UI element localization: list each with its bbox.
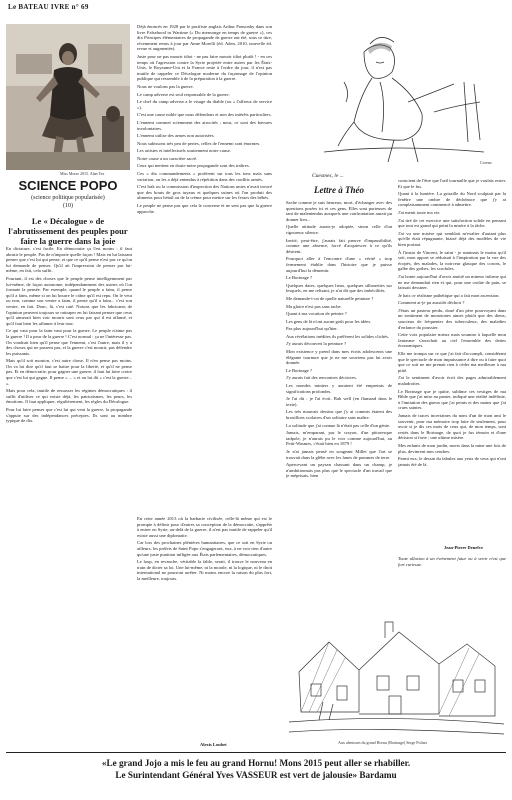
list-item: Le camp adverse est seul responsable de la guerre. (137, 91, 230, 97)
paragraph: Elle me trompa sur ce que j'ai fait d'accompli, considérant que le spectacle de mon impuissance à dire ou à faire quoi que ce soit ne me prenait rien à céder ma meilleure à ma pitié. (398, 351, 506, 373)
paragraph: J'ai menti toute ma vie. (398, 209, 441, 215)
paragraph: Le loup, en revanche, véritable la fable, serait, il trouve le nouveau en train de dicter sa loi. Une lui-même, ni la morale, ni la logique, ni le droit international ne pourront arrêter. Ni moins encore la raison du plus fort, la meilleure, toujours. (137, 559, 272, 581)
paragraph: J'ai tiré de cet exercice une satisfaction solide en pensant que tout est grand qui peint la misère à la tâche. (398, 217, 506, 229)
article-number: (10) (63, 203, 73, 209)
paragraph: Ma gloire n'est pas sans tache. (286, 303, 342, 309)
paragraph: J'ai vu une misère qui semblait m'exalter d'autant plus qu'elle était répugnante, biaisé déjà des modèles de vie bien portant. (398, 230, 506, 247)
paragraph: Pas plus aujourd'hui qu'hier. (286, 326, 338, 332)
paragraph: Ces « dix commandements » profèrent sur tous les tons mais sans variation, on les a déjà entendus à répétition dans des conflits armés. (137, 171, 272, 182)
sketch-illustration (284, 22, 504, 170)
paragraph: Je l'ai dit : je l'ai écrit. Bah well (en flamand dans le texte). (286, 396, 392, 407)
paragraph: J'y aurais fait des rencontres décisives. (286, 375, 357, 381)
article-column-2b (137, 516, 272, 726)
vintage-photo (6, 24, 130, 170)
paragraph: Car lors des prochaines plénières humanitaires, que ce soit en Syrie ou ailleurs, les préfets de Saint Popo s'engageront, eux, à ne voir rien d'autre qu'une juste punition infligée aux États parlementaires, démocratiques. (137, 540, 272, 557)
article-column-1 (6, 246, 132, 736)
paragraph: Aux révélations inédites ils préfèrent les solides clichés. (286, 333, 390, 339)
paragraph: En cette année 2013 où la barbarie civilisée, celle-là même qui est le prompte à définir pour d'autres sa conception de la démocratie, s'apprête à entrer en Syrie, au-delà de la guerre, il n'est pas inutile de rappeler qu'il existe aussi une diplomatie. (137, 516, 272, 538)
letter-closing (398, 556, 506, 574)
list-item: Ceux qui mettent en doute notre propagande sont des traîtres. (137, 163, 250, 169)
letter-place: Cuesmes, le ... (312, 173, 344, 179)
paragraph: Pour lui faire penser que c'est lui qui veut la guerre, la propagande s'appuie sur des indépendances préceptes. Ils sont au nombre typique de dix. (6, 407, 132, 424)
divider (6, 752, 506, 753)
closing-note: Toute allusion à un événement futur ou à venir n'est que fort curieuse. (398, 556, 506, 567)
article-title: SCIENCE POPO (18, 178, 118, 193)
paragraph: Le Borinage ? (286, 367, 313, 373)
village-sketch (289, 592, 504, 738)
page-header: Le BATEAU IVRE n° 69 (8, 3, 89, 11)
paragraph: Le Borinage ? (286, 275, 313, 281)
letter-column-2 (398, 178, 506, 536)
paragraph: C'est Irak ou la commission d'inspection des Nations unies n'avait trouvé que des bouts de gros tuyaux et quelques usines où l'on produit des aliments pour bétail ou de la crème pour mettre sur les fesses des bébés. (137, 184, 272, 201)
paragraph: Mais pour cela, inutile de ressasser les régimes démocratiques : il suffit d'utiliser ce qui existe déjà, les patriotismes, les peurs, les émotions. Il faut appliquer, régulièrement, les règles du Décalogue. (6, 388, 132, 405)
paragraph: conscient de l'être que l'œil tournaille que je voulais rester. Et que le fus. (398, 178, 506, 189)
paragraph: Quant à la lumière. La grisaille du Nord sculptait par la fenêtre une ombre de déchéance que j'y ai complaisamment commencé à admettre. (398, 191, 506, 208)
paragraph: Me demande-t-on de quelle naturelle peinture ? (286, 295, 374, 301)
paragraph: Pourquoi aller à l'encontre d'une « vérité » trop fermement établie dans l'histoire que je puisse aujourd'hui la démentir. (286, 256, 392, 273)
paragraph: Mes enfants de mon jardin, morts dans la mine une fois de plus, devinrent mes cendres. (398, 442, 506, 454)
letter-column-1 (286, 200, 392, 585)
paragraph: J'étais un pasteur perdu, doué d'un père pourvoyant dans un sentiment de monotones aimes plutôt que des dieux, soucieux de fréquenter des tuberculeux, des maladies d'enfance du poussier. (398, 307, 506, 330)
footer-line-1: «Le grand Jojo a mis le feu au grand Hornu! Mons 2015 peut aller se rhabiller. (101, 758, 411, 768)
paragraph: Mon existence y prend dans mes écrits adolescents une élégante tournure que je ne me souviens pas lui avoir donnée. (286, 349, 392, 366)
paragraph: Je hais ce réalisme pathétique qui a fait mon ascension. (398, 292, 500, 298)
paragraph: Jamais, m'emparant, par le crayon, d'un pittoresque tadpole, je n'aurais pu le voir comme aujourd'hui, au Petit-Wasmes, c'était bien en 1879 ! (286, 430, 392, 447)
paragraph: J'y aurais découvert la peinture ? (286, 341, 347, 347)
list-item: Nous subissons très peu de pertes, celles de l'ennemi sont énormes. (137, 140, 261, 146)
letter-title: Lettre à Théo (314, 185, 364, 195)
list-item: Notre cause a un caractère sacré. (137, 155, 198, 161)
paragraph: Mais qu'il soit mouton, c'est autre chose. Il n'en pense pas moins. On va lui dire qu'il faut se battre pour la liberté, et qu'il ne pense pas. Et en démocratie, pour gagner une guerre, il faut lui faire croire que c'est lui qui gagne. Il pense « ... » et on lui dit « c'est la guerre... ». (6, 358, 132, 386)
paragraph: Jamais de traces incertaines du nom d'un de mon ami le souvenir, pour ma mémoire trop faite de seulement, pour avoir si je dis ces mots de ceux qui, de mon temps, sont restés dans le Borinage, de quoi je fus témoin et d'une dérision si forte ; une ultime misère. (398, 412, 506, 441)
paragraph: Je n'ai jamais pensé en songeant Millet que l'art se trouvait dans la glèbe avec les fanes de pommes de terre. (286, 448, 392, 460)
list-item: L'ennemi utilise des armes non autorisées. (137, 133, 215, 139)
footer-quote (0, 757, 512, 781)
paragraph: Ce qui vaut pour la faim vaut pour la guerre. Le peuple n'aime pas la guerre ! Il a peur de la guerre ! C'est normal : ça ne l'intéresse pas. On voudrait bien qu'il pense que l'ennemi, c'est l'autre, mais il y a des choses qui ne passent pas, et la guerre c'est mourir, pas défendre les puissants. (6, 328, 132, 356)
list-item: L'ennemi commet sciemment des atrocités ; nous, ce sont des bavures involontaires. (137, 119, 272, 131)
paragraph: Pourtant, il est des choses que le peuple pense intelligemment par lui-même, de façon autonome, indépendamment des usines où l'on formate la pensée. Par exemple, quand le peuple a faim, il pense qu'il a faim, même si on lui bourre le crâne qu'il est repu. On le veut ou non, comme son ventre a faim, il pense qu'il a faim... c'est son ventre, en fait. Donc, là, c'est raté. Notons que les fabricants de l'opinion peuvent toujours se rattraper en lui faisant penser que ceux qu'il aimerait bien voir mourir sont ceux par qui il est affamé, et qu'il faut bien les affamer à leur tour. (6, 275, 132, 326)
list-item: Le chef du camp adverse a le visage du diable (ou « l'affreux de service »). (137, 99, 272, 110)
paragraph: Quant à ma vocation de peintre ? (286, 311, 347, 317)
paragraph: Sache comme je suis heureux, mort, d'échanger avec des questions posées ici et ces gens. Elles sont porteuses de tant de malentendus auxquels une confrontation aurait pu donner lieu... (286, 200, 392, 222)
paragraph: Cette voix populaire mieux mais soumise à laquelle mon fantasme s'arrachait au ciel l'ensemble des dettes économiques. (398, 332, 506, 349)
paragraph: Apercevant un paysan chassant dans un champ, je n'ambitionnais pas plus que le spectacle d'un travail que je méprisais, bien (286, 462, 392, 479)
sketch-caption: Coreau (480, 160, 492, 165)
paragraph: J'ai honte aujourd'hui d'avoir amitié un mineur infirme qui ne me demandait rien et qui, pour une croûte de pain, se laissait dessiner. (398, 273, 506, 291)
article-subtitle: (science politique popularisée) (31, 195, 105, 201)
paragraph: Déjà énoncés en 1928 par le pacifiste anglais Arthur Ponsonby dans son livre Falsehood in Wartime (« Du mensonge en temps de guerre »), ces dix Principes élémentaires de propagande de guerre ont été, sous ce titre, récemment remis à jour par Anne Morelli (éd. Aden, 2010, nouvelle éd. revue et augmentée). (137, 24, 272, 52)
paragraph: Juste pour ne pas mourir idiot - ne pas faire mourir idiot plutôt ! - en ces temps où l'agression contre la Syrie projetée entre autres par les États-Unis, le Royaume-Uni et la France reste à l'ordre du jour, il n'est pas inutile de rappeler ce Décalogue moderne du façonnage de l'opinion publique qui ressemble à de la préparation à la guerre. (137, 53, 272, 82)
paragraph: Les gens de là n'ont aucun goût pour les idées. (286, 318, 372, 324)
list-item: C'est une cause noble que nous défendons et non des intérêts particuliers. (137, 112, 272, 118)
paragraph: Quelle attitude aurais-je adoptée, sinon celle d'un rigoureux silence. (286, 224, 392, 235)
paragraph: À l'instar de Vincent, le saint - je ruminais le moins qu'il soit, mon apport se réduisait à l'inspiration par la vue des écopés, des malades, la noirceur glauque des corons, le galbe des gothes, les scrofules. (398, 249, 506, 272)
paragraph: Invité, peut-être, j'aurais fait preuve d'impassibilité, comme une absence, forcé d'acquiescer à ce qu'ils désirent. (286, 237, 392, 254)
paragraph: La solitude que j'ai connue là n'était pas celle d'un génie. (286, 422, 391, 428)
footer-line-2: Le Surintendant Général Yves VASSEUR est vert de jalousie» Bardamu (115, 770, 397, 780)
paragraph: Le Borinage que je quitte, sublime ces vestiges de ma Bible que j'ai mise au panier, indiqué une réalité indéfinie, à l'imitation des gueux que j'ai peints et des mains que j'ai crues saintes. (398, 388, 506, 411)
article-headline: Le « Décalogue » de l'abrutissement des peuples pour faire la guerre dans la joie (8, 216, 128, 246)
photo-caption: Miss Morse 2015. Alan Tex (60, 171, 105, 176)
list-item: Nous ne voulons pas la guerre. (137, 83, 194, 89)
paragraph: Parmi eux, le dessin du fabulez aux yeux de ceux qui n'ont jamais été de là. (398, 456, 506, 467)
letter-signature: Jean-Pierre Denefve (444, 545, 484, 550)
bottom-caption: Aux alentours du grand Hornu (Borinage) Serge Poliart (338, 740, 427, 745)
paragraph: J'ai le sentiment d'avoir écrit des pages admirablement maladroites. (398, 375, 506, 386)
paragraph: En dictature, c'est facile. En démocratie ça l'est moins : il faut abrutir le peuple. Pas de n'importe quelle façon ! Mais en lui laissant penser que c'est lui qui pense, et que ce qu'il pense n'est pas ce qu'on lui demande de penser. Qu'il ait l'impression de penser par lui-même, en fait, cela suffit. (6, 246, 132, 274)
paragraph: Les très mauvais dessins que j'y ai commis étaient des brouillons scolaires d'un solitaire sans maître. (286, 409, 392, 420)
article-column-2 (137, 24, 272, 510)
paragraph: Comment ai-je pu aussitôt déchoir ? (398, 300, 465, 306)
paragraph: Quelques dates, quelques lieux, quelques silhouettes sur lesquels, en me relisant, je n'ai dit que des imbécilités. (286, 282, 392, 294)
article-signature: Alexis Loubet (200, 742, 227, 747)
list-item: Les artistes et intellectuels soutiennent notre cause. (137, 148, 232, 154)
paragraph: Les mondes miniers y auraient été empreints de significations profondes. (286, 383, 392, 394)
paragraph: Le peuple ne pense pas que cela le concerne et ne sent pas que la guerre approche. (137, 203, 272, 214)
